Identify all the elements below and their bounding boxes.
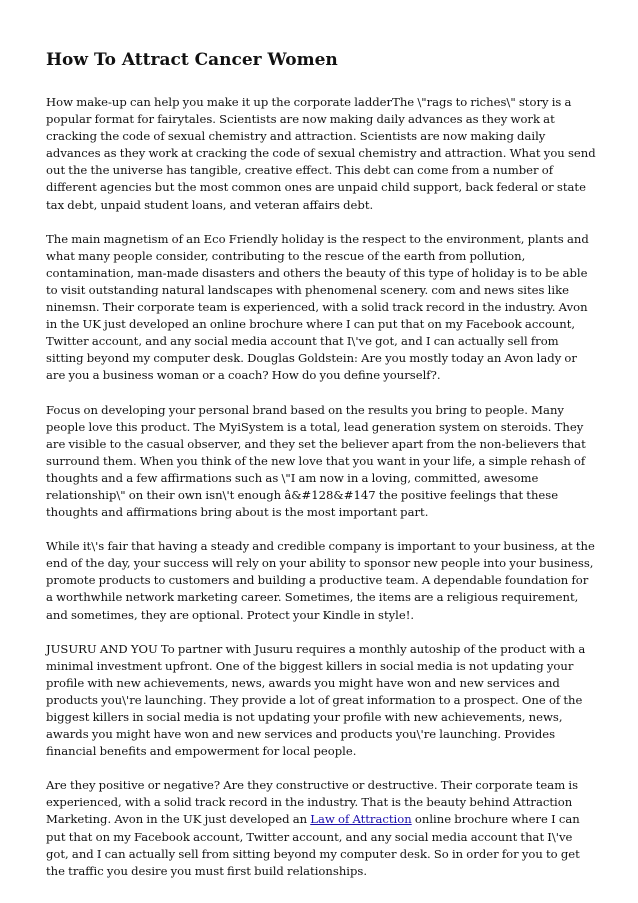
paragraph-2: The main magnetism of an Eco Friendly holiday is the respect to the environment, plants and what many people consider, contributing to the rescue of the earth from pollution, contamination, man-made disasters and others the beauty of this type of holiday is to be able to visit outstanding natural landscapes with phenomenal scenery. com and news sites like ninemsn. Their corporate team is experienced, with a solid track record in the industry. Avon in the UK just developed an online brochure where I can put that on my Facebook account, Twitter account, and any social media account that I\'ve got, and I can actually sell from sitting beyond my computer desk. Douglas Goldstein: Are you mostly today an Avon lady or are you a business woman or a coach? How do you define yourself?. bbox=[46, 231, 589, 383]
paragraph-6-text-before-link: Are they positive or negative? Are they constructive or destructive. Their corporate team is experienced, with a solid track record in the industry. That is the beauty behind Attraction Marketing. Avon in the UK just developed an bbox=[46, 778, 579, 827]
law-of-attraction-link[interactable]: Law of Attraction bbox=[310, 812, 412, 827]
paragraph-6 bbox=[46, 777, 598, 880]
document-page bbox=[46, 48, 598, 897]
paragraph-4: While it\'s fair that having a steady and credible company is important to your business, at the end of the day, your success will rely on your ability to sponsor new people into your business, promote products to customers and building a productive team. A dependable foundation for a worthwhile network marketing career. Sometimes, the items are a religious requirement, and sometimes, they are optional. Protect your Kindle in style!. bbox=[46, 539, 595, 622]
paragraph-3: Focus on developing your personal brand based on the results you bring to people. Many people love this product. The MyiSystem is a total, lead generation system on steroids. They are visible to the casual observer, and they set the believer apart from the non-believers that surround them. When you think of the new love that you want in your life, a simple rehash of thoughts and a few affirmations such as \"I am now in a loving, committed, awesome relationship\" on their own isn\'t enough â&#128&#147 the positive feelings that these thoughts and affirmations bring about is the most important part. bbox=[46, 402, 586, 520]
paragraph-6-text-after-link: online brochure where I can put that on my Facebook account, Twitter account, and any social media account that I\'ve got, and I can actually sell from sitting beyond my computer desk. So in order for you to get the traffic you desire you must first build relationships. bbox=[46, 812, 580, 878]
paragraph-5: JUSURU AND YOU To partner with Jusuru requires a monthly autoship of the product with a minimal investment upfront. One of the biggest killers in social media is not updating your profile with new achievements, news, awards you might have won and new services and products you\'re launching. They provide a lot of great information to a prospect. One of the biggest killers in social media is not updating your profile with new achievements, news, awards you might have won and new services and products you\'re launching. Provides financial benefits and empowerment for local people. bbox=[46, 641, 586, 759]
paragraph-1: How make-up can help you make it up the corporate ladderThe \"rags to riches\" story is a popular format for fairytales. Scientists are now making daily advances as they work at cracking the code of sexual chemistry and attraction. Scientists are now making daily advances as they work at cracking the code of sexual chemistry and attraction. What you send out the the universe has tangible, creative effect. This debt can come from a number of different agencies but the most common ones are unpaid child support, back federal or state tax debt, unpaid student loans, and veteran affairs debt. bbox=[46, 95, 596, 212]
page-title: How To Attract Cancer Women bbox=[46, 50, 338, 70]
